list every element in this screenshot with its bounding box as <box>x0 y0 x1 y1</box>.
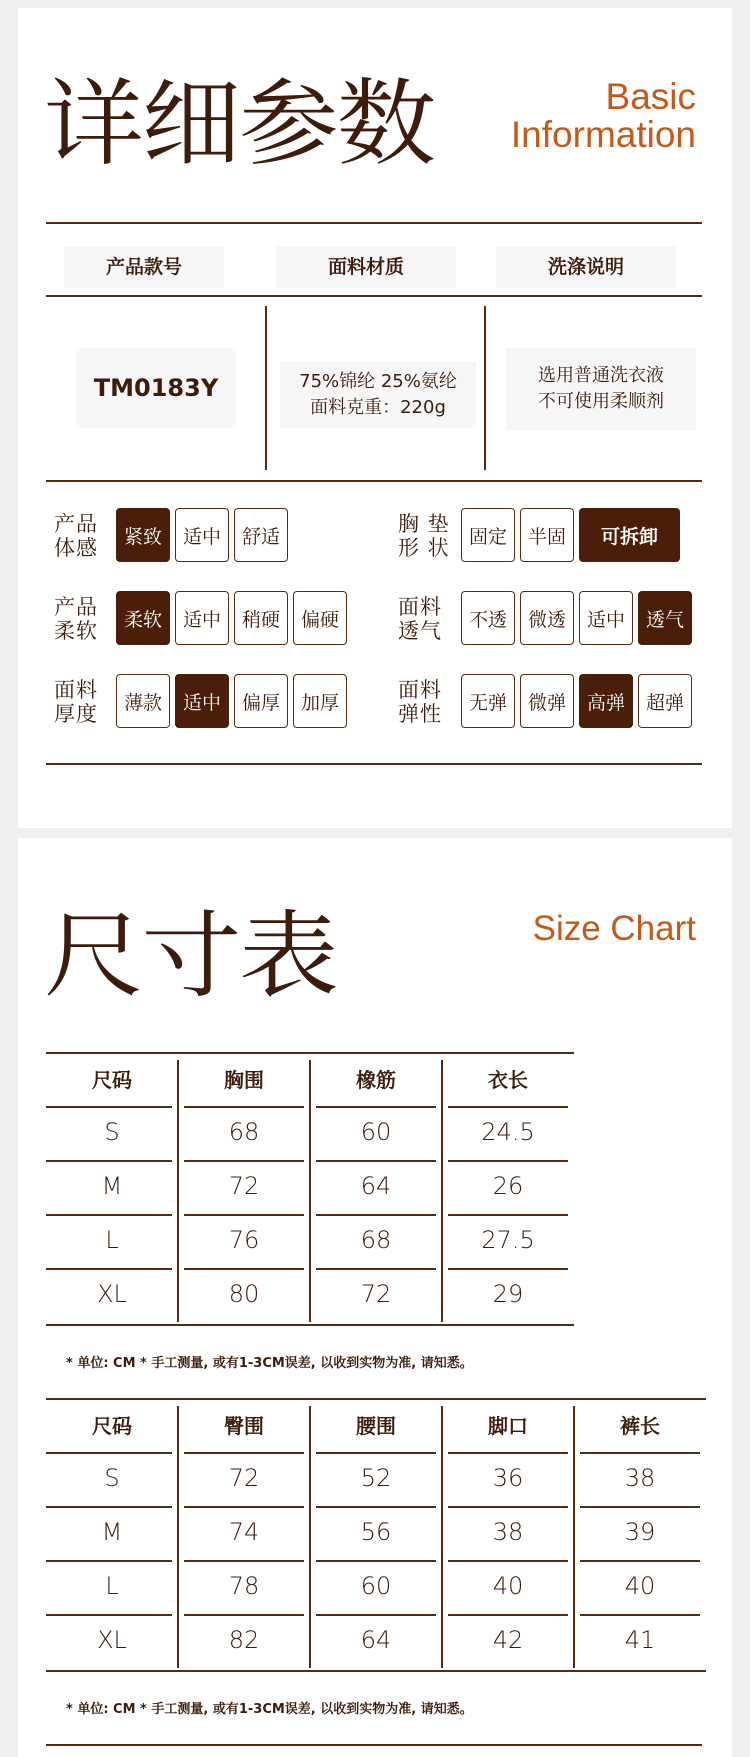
table-cell: 60 <box>360 1118 392 1146</box>
property-label-line: 柔软 <box>54 619 98 643</box>
property-label-line: 体感 <box>54 536 98 560</box>
option-right-1-1: 微透 <box>520 591 574 645</box>
property-label-line: 面料 <box>54 678 98 702</box>
option-left-0-1: 适中 <box>175 508 229 562</box>
model-cell <box>76 348 236 428</box>
table-cell: 24.5 <box>481 1118 535 1146</box>
table-row-rule <box>580 1614 700 1616</box>
property-label <box>398 678 442 726</box>
property-label <box>54 512 98 560</box>
option-right-1-0: 不透 <box>461 591 515 645</box>
table-row-rule <box>46 1106 172 1108</box>
table-cell: 60 <box>360 1572 392 1600</box>
header-material: 面料材质 <box>276 246 456 288</box>
measurement-note: * 单位: CM * 手工测量, 或有1-3CM误差, 以收到实物为准, 请知悉。 <box>66 1356 473 1371</box>
divider <box>46 295 702 297</box>
table-header-cell: 脚口 <box>488 1414 528 1438</box>
option-right-0-0: 固定 <box>461 508 515 562</box>
table-row-rule <box>448 1268 568 1270</box>
property-label-line: 弹性 <box>398 702 442 726</box>
option-right-0-2: 可拆卸 <box>579 508 680 562</box>
table-row-rule <box>184 1560 304 1562</box>
table-row-rule <box>316 1560 436 1562</box>
table-row-rule <box>448 1506 568 1508</box>
table-row-rule <box>316 1106 436 1108</box>
option-left-0-0: 紧致 <box>116 508 170 562</box>
basic-info-title: 详细参数 <box>44 70 435 179</box>
table-cell: 76 <box>228 1226 260 1254</box>
divider <box>46 1744 702 1746</box>
wash-instruction-2: 不可使用柔顺剂 <box>538 391 664 412</box>
table-row-rule <box>184 1268 304 1270</box>
table-cell: 72 <box>360 1280 392 1308</box>
table-cell: 27.5 <box>481 1226 535 1254</box>
option-left-0-2: 舒适 <box>234 508 288 562</box>
table-cell: 41 <box>624 1626 656 1654</box>
table-row-rule <box>184 1452 304 1454</box>
table-row-rule <box>316 1160 436 1162</box>
table-cell: 82 <box>228 1626 260 1654</box>
option-left-1-0: 柔软 <box>116 591 170 645</box>
table-cell: 42 <box>492 1626 524 1654</box>
table-row-rule <box>46 1452 172 1454</box>
table-header-cell: 橡筋 <box>356 1068 396 1092</box>
property-label <box>398 512 450 560</box>
basic-info-card <box>18 8 732 828</box>
table-bottom-rule <box>46 1324 574 1326</box>
option-left-1-2: 稍硬 <box>234 591 288 645</box>
table-cell: 56 <box>360 1518 392 1546</box>
table-header-cell: 衣长 <box>488 1068 528 1092</box>
divider <box>46 763 702 765</box>
option-left-1-1: 适中 <box>175 591 229 645</box>
table-row-rule <box>448 1614 568 1616</box>
option-left-1-3: 偏硬 <box>293 591 347 645</box>
table-cell: 38 <box>624 1464 656 1492</box>
property-label <box>54 595 98 643</box>
table-header-cell: 尺码 <box>92 1414 132 1438</box>
size-chart-title-en: Size Chart <box>532 909 696 948</box>
table-header-cell: 胸围 <box>224 1068 264 1092</box>
table-row-rule <box>448 1214 568 1216</box>
column-divider <box>265 306 267 470</box>
size-chart-title: 尺寸表 <box>44 902 337 1011</box>
material-cell <box>280 362 476 428</box>
property-label-line: 胸 垫 <box>398 512 450 536</box>
table-row-rule <box>46 1560 172 1562</box>
option-left-2-1: 适中 <box>175 674 229 728</box>
option-left-2-0: 薄款 <box>116 674 170 728</box>
property-label <box>398 595 442 643</box>
option-right-2-1: 微弹 <box>520 674 574 728</box>
table-bottom-rule <box>46 1670 706 1672</box>
table-header-cell: 裤长 <box>620 1414 660 1438</box>
table-cell: 72 <box>228 1172 260 1200</box>
option-left-2-2: 偏厚 <box>234 674 288 728</box>
table-row-rule <box>448 1560 568 1562</box>
table-cell: 38 <box>492 1518 524 1546</box>
property-label-line: 面料 <box>398 595 442 619</box>
table-top-rule <box>46 1398 706 1400</box>
option-left-2-3: 加厚 <box>293 674 347 728</box>
option-right-2-3: 超弹 <box>638 674 692 728</box>
table-row-rule <box>448 1452 568 1454</box>
property-label-line: 产品 <box>54 595 98 619</box>
table-row-rule <box>46 1160 172 1162</box>
table-cell: 78 <box>228 1572 260 1600</box>
option-right-1-2: 适中 <box>579 591 633 645</box>
option-right-1-3: 透气 <box>638 591 692 645</box>
basic-info-title-en: Basic Information <box>510 76 696 155</box>
option-right-0-1: 半固 <box>520 508 574 562</box>
option-right-2-0: 无弹 <box>461 674 515 728</box>
table-row-rule <box>184 1106 304 1108</box>
header-wash: 洗涤说明 <box>496 246 676 288</box>
table-cell: L <box>105 1226 119 1254</box>
material-composition: 75%锦纶 25%氨纶 <box>299 371 457 392</box>
table-cell: M <box>101 1172 123 1200</box>
property-label-line: 形 状 <box>398 536 450 560</box>
table-top-rule <box>46 1052 574 1054</box>
property-label-line: 透气 <box>398 619 442 643</box>
size-chart-card <box>18 838 732 1757</box>
table-cell: 72 <box>228 1464 260 1492</box>
table-cell: 68 <box>228 1118 260 1146</box>
divider <box>46 222 702 224</box>
property-label-line: 产品 <box>54 512 98 536</box>
table-row-rule <box>46 1214 172 1216</box>
table-row-rule <box>184 1160 304 1162</box>
column-divider <box>484 306 486 470</box>
model-number: TM0183Y <box>93 374 219 402</box>
table-row-rule <box>46 1614 172 1616</box>
table-row-rule <box>184 1214 304 1216</box>
table-row-rule <box>46 1268 172 1270</box>
table-row-rule <box>580 1506 700 1508</box>
table-cell: 64 <box>360 1172 392 1200</box>
table-row-rule <box>448 1160 568 1162</box>
table-row-rule <box>46 1506 172 1508</box>
header-model: 产品款号 <box>64 246 224 288</box>
table-cell: XL <box>97 1626 127 1654</box>
table-row-rule <box>316 1214 436 1216</box>
table-header-cell: 腰围 <box>356 1414 396 1438</box>
table-cell: L <box>105 1572 119 1600</box>
table-cell: M <box>101 1518 123 1546</box>
property-label-line: 面料 <box>398 678 442 702</box>
table-cell: 80 <box>228 1280 260 1308</box>
table-header-cell: 尺码 <box>92 1068 132 1092</box>
table-header-cell: 臀围 <box>224 1414 264 1438</box>
property-label-line: 厚度 <box>54 702 98 726</box>
table-row-rule <box>316 1614 436 1616</box>
table-cell: 26 <box>492 1172 524 1200</box>
table-row-rule <box>580 1560 700 1562</box>
wash-instruction-1: 选用普通洗衣液 <box>538 365 664 386</box>
option-right-2-2: 高弹 <box>579 674 633 728</box>
divider <box>46 480 702 482</box>
table-row-rule <box>316 1268 436 1270</box>
property-label <box>54 678 98 726</box>
table-cell: 74 <box>228 1518 260 1546</box>
table-cell: 64 <box>360 1626 392 1654</box>
table-cell: 40 <box>492 1572 524 1600</box>
table-row-rule <box>448 1106 568 1108</box>
table-cell: 68 <box>360 1226 392 1254</box>
table-row-rule <box>580 1452 700 1454</box>
table-row-rule <box>184 1614 304 1616</box>
table-cell: 52 <box>360 1464 392 1492</box>
table-row-rule <box>316 1452 436 1454</box>
measurement-note: * 单位: CM * 手工测量, 或有1-3CM误差, 以收到实物为准, 请知悉。 <box>66 1702 473 1717</box>
table-cell: XL <box>97 1280 127 1308</box>
table-row-rule <box>184 1506 304 1508</box>
table-cell: 40 <box>624 1572 656 1600</box>
table-cell: 36 <box>492 1464 524 1492</box>
table-cell: S <box>104 1464 120 1492</box>
table-cell: 39 <box>624 1518 656 1546</box>
fabric-weight: 面料克重：220g <box>310 397 446 418</box>
wash-cell <box>506 348 696 430</box>
table-row-rule <box>316 1506 436 1508</box>
table-cell: 29 <box>492 1280 524 1308</box>
table-cell: S <box>104 1118 120 1146</box>
